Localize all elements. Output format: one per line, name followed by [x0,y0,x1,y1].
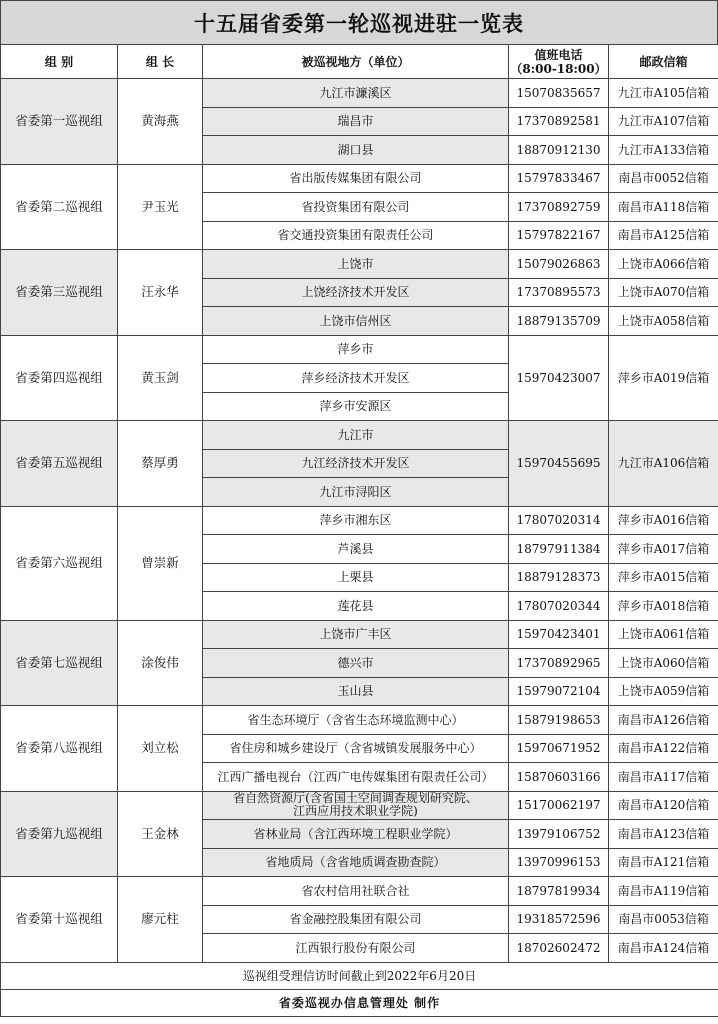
duty-phone: 17370892581 [509,107,609,136]
unit-name: 九江市 [203,421,509,450]
table-row [1,79,718,108]
group-leader: 廖元柱 [118,877,203,963]
unit-name: 湖口县 [203,136,509,165]
duty-phone: 15970455695 [509,421,609,507]
duty-phone: 18879135709 [509,307,609,336]
unit-name: 省出版传媒集团有限公司 [203,164,509,193]
mailbox: 萍乡市A017信箱 [609,535,718,564]
mailbox: 九江市A106信箱 [609,421,718,507]
group-leader: 涂俊伟 [118,620,203,706]
table-row [1,250,718,279]
duty-phone: 17370895573 [509,278,609,307]
group-name: 省委第六巡视组 [1,506,118,620]
mailbox: 南昌市A120信箱 [609,791,718,820]
unit-name: 省交通投资集团有限责任公司 [203,221,509,250]
duty-phone: 17370892965 [509,649,609,678]
mailbox: 萍乡市A016信箱 [609,506,718,535]
unit-name: 江西广播电视台（江西广电传媒集团有限责任公司） [203,763,509,792]
unit-name: 萍乡经济技术开发区 [203,364,509,393]
duty-phone: 15797833467 [509,164,609,193]
duty-phone: 18879128373 [509,563,609,592]
header-unit: 被巡视地方（单位） [203,45,509,79]
table-row [1,791,718,820]
unit-name: 上栗县 [203,563,509,592]
table-row [1,506,718,535]
unit-name: 芦溪县 [203,535,509,564]
unit-name: 上饶市信州区 [203,307,509,336]
group-name: 省委第十巡视组 [1,877,118,963]
group-leader: 尹玉光 [118,164,203,250]
unit-name: 省投资集团有限公司 [203,193,509,222]
inspection-table [0,44,718,1017]
unit-name: 省农村信用社联合社 [203,877,509,906]
unit-name: 省地质局（含省地质调查勘查院） [203,848,509,877]
duty-phone: 15870603166 [509,763,609,792]
unit-name: 上饶市广丰区 [203,620,509,649]
unit-name-line1: 省自然资源厅(含省国土空间调查规划研究院、 [233,791,478,806]
table-row [1,877,718,906]
group-leader: 蔡厚勇 [118,421,203,507]
mailbox: 萍乡市A019信箱 [609,335,718,421]
header-phone [509,45,609,79]
footer-note: 巡视组受理信访时间截止到2022年6月20日 [1,962,718,989]
mailbox: 南昌市0052信箱 [609,164,718,193]
header-row [1,45,718,79]
duty-phone: 19318572596 [509,905,609,934]
footer-maker-row [1,989,718,1016]
unit-name: 玉山县 [203,677,509,706]
unit-name: 萍乡市 [203,335,509,364]
unit-name: 九江市濂溪区 [203,79,509,108]
page-title: 十五届省委第一轮巡视进驻一览表 [0,0,718,44]
duty-phone: 18702602472 [509,934,609,963]
header-mailbox: 邮政信箱 [609,45,718,79]
unit-name: 上饶市 [203,250,509,279]
duty-phone: 17370892759 [509,193,609,222]
unit-name: 省林业局（含江西环境工程职业学院） [203,820,509,849]
duty-phone: 17807020314 [509,506,609,535]
table-row [1,421,718,450]
group-name: 省委第九巡视组 [1,791,118,877]
group-leader: 王金林 [118,791,203,877]
mailbox: 上饶市A058信箱 [609,307,718,336]
unit-name: 省生态环境厅（含省生态环境监测中心） [203,706,509,735]
group-leader: 黄海燕 [118,79,203,165]
group-leader: 汪永华 [118,250,203,336]
mailbox: 九江市A105信箱 [609,79,718,108]
mailbox: 上饶市A059信箱 [609,677,718,706]
unit-name: 九江市浔阳区 [203,478,509,507]
unit-name: 省住房和城乡建设厅（含省城镇发展服务中心） [203,734,509,763]
mailbox: 九江市A107信箱 [609,107,718,136]
unit-name: 莲花县 [203,592,509,621]
mailbox: 南昌市A117信箱 [609,763,718,792]
duty-phone: 15970423401 [509,620,609,649]
duty-phone: 18870912130 [509,136,609,165]
header-phone-hours: （8:00-18:00） [510,61,607,76]
mailbox: 南昌市A124信箱 [609,934,718,963]
mailbox: 上饶市A060信箱 [609,649,718,678]
duty-phone: 15070835657 [509,79,609,108]
group-name: 省委第三巡视组 [1,250,118,336]
mailbox: 萍乡市A015信箱 [609,563,718,592]
duty-phone: 13979106752 [509,820,609,849]
table-row [1,164,718,193]
duty-phone: 15879198653 [509,706,609,735]
table-row [1,620,718,649]
unit-name: 上饶经济技术开发区 [203,278,509,307]
group-name: 省委第一巡视组 [1,79,118,165]
duty-phone: 18797911384 [509,535,609,564]
table-row [1,706,718,735]
mailbox: 南昌市A123信箱 [609,820,718,849]
header-leader: 组 长 [118,45,203,79]
group-name: 省委第二巡视组 [1,164,118,250]
unit-name: 萍乡市湘东区 [203,506,509,535]
mailbox: 萍乡市A018信箱 [609,592,718,621]
mailbox: 南昌市A126信箱 [609,706,718,735]
duty-phone: 15970671952 [509,734,609,763]
duty-phone: 17807020344 [509,592,609,621]
mailbox: 南昌市0053信箱 [609,905,718,934]
mailbox: 南昌市A122信箱 [609,734,718,763]
table-body [1,79,718,963]
unit-name: 省金融控股集团有限公司 [203,905,509,934]
unit-name [203,791,509,820]
mailbox: 南昌市A118信箱 [609,193,718,222]
group-name: 省委第四巡视组 [1,335,118,421]
mailbox: 上饶市A061信箱 [609,620,718,649]
duty-phone: 13970996153 [509,848,609,877]
duty-phone: 15979072104 [509,677,609,706]
group-name: 省委第七巡视组 [1,620,118,706]
unit-name-line2: 江西应用技术职业学院) [293,804,418,819]
duty-phone: 15079026863 [509,250,609,279]
group-leader: 黄玉剑 [118,335,203,421]
group-name: 省委第八巡视组 [1,706,118,792]
mailbox: 南昌市A121信箱 [609,848,718,877]
mailbox: 九江市A133信箱 [609,136,718,165]
mailbox: 上饶市A070信箱 [609,278,718,307]
unit-name: 萍乡市安源区 [203,392,509,421]
mailbox: 南昌市A119信箱 [609,877,718,906]
duty-phone: 18797819934 [509,877,609,906]
unit-name: 九江经济技术开发区 [203,449,509,478]
unit-name: 瑞昌市 [203,107,509,136]
footer-maker: 省委巡视办信息管理处 制作 [1,989,718,1016]
mailbox: 上饶市A066信箱 [609,250,718,279]
group-name: 省委第五巡视组 [1,421,118,507]
group-leader: 曾崇新 [118,506,203,620]
header-group: 组 别 [1,45,118,79]
table-row [1,335,718,364]
duty-phone: 15170062197 [509,791,609,820]
group-leader: 刘立松 [118,706,203,792]
unit-name: 德兴市 [203,649,509,678]
header-phone-label: 值班电话 [534,47,583,62]
duty-phone: 15970423007 [509,335,609,421]
footer-note-row [1,962,718,989]
unit-name: 江西银行股份有限公司 [203,934,509,963]
duty-phone: 15797822167 [509,221,609,250]
mailbox: 南昌市A125信箱 [609,221,718,250]
